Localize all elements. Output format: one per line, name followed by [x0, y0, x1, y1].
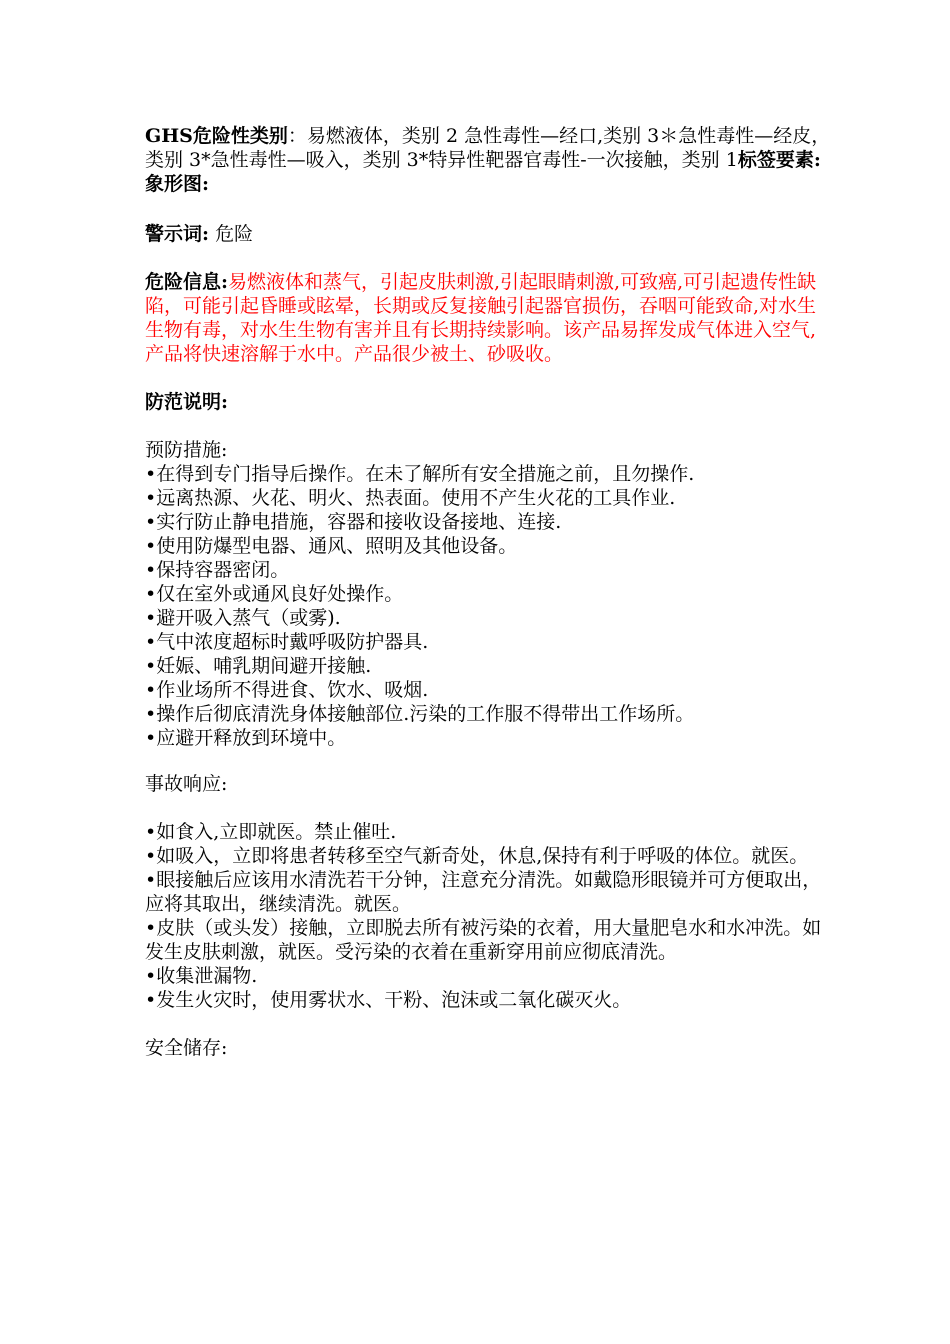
list-item: •作业场所不得进食、饮水、吸烟. [145, 679, 429, 701]
list-item: •远离热源、火花、明火、热表面。使用不产生火花的工具作业. [145, 487, 676, 509]
storage-heading: 安全储存: [145, 1037, 228, 1059]
list-item: •妊娠、哺乳期间避开接触. [145, 655, 372, 677]
list-item: •避开吸入蒸气（或雾). [145, 607, 341, 629]
list-item: •发生火灾时，使用雾状水、干粉、泡沫或二氧化碳灭火。 [145, 989, 632, 1011]
prevention-list [145, 462, 835, 750]
document-page [145, 124, 835, 1060]
response-heading: 事故响应: [145, 773, 228, 795]
list-item: •应避开释放到环境中。 [145, 727, 347, 749]
list-item: •操作后彻底清洗身体接触部位.污染的工作服不得带出工作场所。 [145, 703, 695, 725]
signal-word-value: 危险 [215, 223, 254, 245]
list-item: •气中浓度超标时戴呼吸防护器具. [145, 631, 429, 653]
signal-word-label: 警示词: [145, 223, 210, 245]
ghs-label: GHS危险性类别 [145, 125, 288, 147]
list-item: •在得到专门指导后操作。在未了解所有安全措施之前，且勿操作. [145, 463, 695, 485]
hazard-info-paragraph [145, 270, 835, 366]
ghs-classification-paragraph [145, 124, 835, 172]
list-item: •皮肤（或头发）接触，立即脱去所有被污染的衣着，用大量肥皂水和水冲洗。如发生皮肤刺激，就医。受污染的衣着在重新穿用前应彻底清洗。 [145, 917, 822, 963]
precautions-heading: 防范说明: [145, 391, 229, 413]
hazard-info-label: 危险信息: [145, 271, 229, 293]
list-item: •仅在室外或通风良好处操作。 [145, 583, 404, 605]
ghs-text: 易燃液体，类别 2 急性毒性—经口,类别 3＊急性毒性—经皮，类别 3*急性毒性—吸入，类别 3*特异性靶器官毒性-一次接触，类别 1 [145, 125, 831, 171]
list-item: •如食入,立即就医。禁止催吐. [145, 821, 397, 843]
signal-word-paragraph [145, 222, 835, 246]
list-item: •眼接触后应该用水清洗若干分钟，注意充分清洗。如戴隐形眼镜并可方便取出，应将其取出，继续清洗。就医。 [145, 869, 822, 915]
label-elements-heading: 标签要素: [737, 149, 821, 171]
hazard-info-text: 易燃液体和蒸气，引起皮肤刺激,引起眼睛刺激,可致癌,可引起遗传性缺陷，可能引起昏睡或眩晕，长期或反复接触引起器官损伤，吞咽可能致命,对水生生物有毒，对水生生物有害并且有长期持续影响。该产品易挥发成气体进入空气,产品将快速溶解于水中。产品很少被土、砂吸收。 [145, 271, 817, 365]
response-list [145, 820, 835, 1012]
list-item: •如吸入，立即将患者转移至空气新奇处，休息,保持有利于呼吸的体位。就医。 [145, 845, 809, 867]
list-item: •使用防爆型电器、通风、照明及其他设备。 [145, 535, 518, 557]
list-item: •保持容器密闭。 [145, 559, 290, 581]
pictogram-heading: 象形图: [145, 173, 210, 195]
list-item: •收集泄漏物. [145, 965, 258, 987]
ghs-colon: ： [287, 125, 307, 147]
list-item: •实行防止静电措施，容器和接收设备接地、连接. [145, 511, 562, 533]
prevention-heading: 预防措施: [145, 439, 228, 461]
